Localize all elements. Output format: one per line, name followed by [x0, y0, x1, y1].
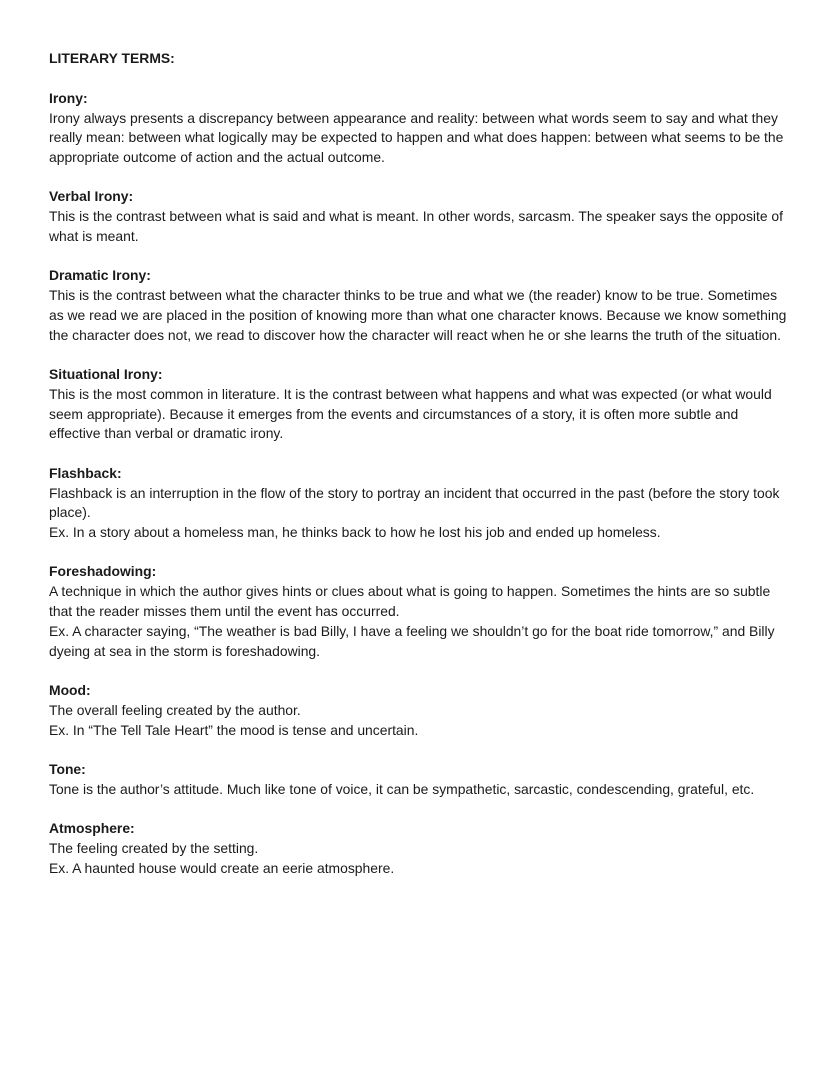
term-heading: Dramatic Irony:: [49, 267, 151, 284]
definition-text: The overall feeling created by the author.: [49, 701, 301, 718]
section-situational-irony: [49, 365, 789, 444]
section-verbal-irony: [49, 187, 789, 246]
section-tone: [49, 760, 789, 800]
definition-text: A technique in which the author gives hints or clues about what is going to happen. Sometimes the hints are so subtle that the reader misses them until the event has occurred.: [49, 583, 771, 620]
document-page: [49, 49, 789, 898]
example-text: Ex. In a story about a homeless man, he thinks back to how he lost his job and ended up homeless.: [49, 524, 661, 541]
example-text: Ex. A character saying, “The weather is bad Billy, I have a feeling we shouldn’t go for the boat ride tomorrow,” and Billy dyeing at sea in the storm is foreshadowing.: [49, 622, 775, 659]
term-heading: Mood:: [49, 681, 91, 698]
definition-text: This is the contrast between what is said and what is meant. In other words, sarcasm. The speaker says the opposite of what is meant.: [49, 208, 783, 245]
definition-text: Irony always presents a discrepancy between appearance and reality: between what words seem to say and what they really mean: between what logically may be expected to happen and what does happen: between what seems to be the appropriate outcome of action and the actual outcome.: [49, 109, 784, 166]
term-heading: Verbal Irony:: [49, 188, 134, 205]
section-dramatic-irony: [49, 266, 789, 345]
section-mood: [49, 681, 789, 740]
definition-text: This is the contrast between what the character thinks to be true and what we (the reader) know to be true. Sometimes as we read we are placed in the position of knowing more than what one character knows. Because we know something the character does not, we read to discover how the character will react when he or she learns the truth of the situation.: [49, 287, 787, 343]
term-heading: Tone:: [49, 760, 86, 777]
section-foreshadowing: [49, 562, 789, 661]
definition-text: Flashback is an interruption in the flow of the story to portray an incident that occurred in the past (before the story took place).: [49, 484, 780, 521]
section-flashback: [49, 464, 789, 543]
definition-text: Tone is the author’s attitude. Much like tone of voice, it can be sympathetic, sarcastic, condescending, grateful, etc.: [49, 780, 755, 797]
definition-text: This is the most common in literature. It is the contrast between what happens and what was expected (or what would seem appropriate). Because it emerges from the events and circumstances of a story, it is often more subtle and effective than verbal or dramatic irony.: [49, 385, 772, 442]
term-heading: Irony:: [49, 89, 88, 106]
section-atmosphere: [49, 819, 789, 878]
definition-text: The feeling created by the setting.: [49, 839, 259, 856]
term-heading: Situational Irony:: [49, 366, 163, 383]
example-text: Ex. In “The Tell Tale Heart” the mood is tense and uncertain.: [49, 721, 419, 738]
term-heading: Atmosphere:: [49, 819, 135, 836]
document-title: LITERARY TERMS:: [49, 50, 175, 66]
term-heading: Flashback:: [49, 464, 122, 481]
term-heading: Foreshadowing:: [49, 563, 157, 580]
section-irony: [49, 89, 789, 168]
example-text: Ex. A haunted house would create an eerie atmosphere.: [49, 859, 395, 876]
